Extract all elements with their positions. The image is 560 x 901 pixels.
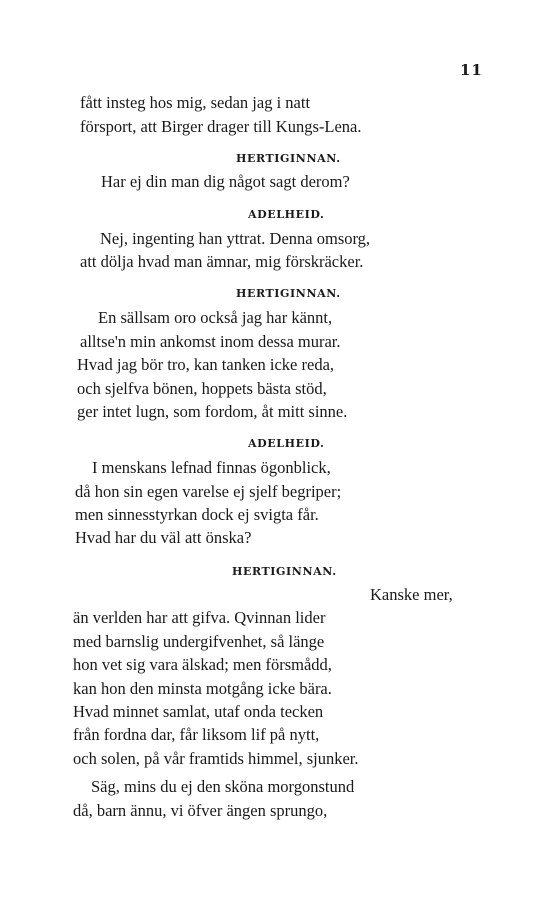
speaker-heading: HERTIGINNAN.: [236, 287, 341, 300]
verse-line: att dölja hvad man ämnar, mig förskräcker.: [80, 252, 364, 271]
verse-line: Hvad har du väl att önska?: [75, 528, 252, 547]
verse-line: men sinnesstyrkan dock ej svigta får.: [75, 505, 319, 524]
verse-line: Kanske mer,: [370, 585, 453, 604]
verse-line: fått insteg hos mig, sedan jag i natt: [80, 93, 311, 112]
verse-line: försport, att Birger drager till Kungs-Lena.: [80, 117, 362, 136]
verse-line: ger intet lugn, som fordom, åt mitt sinne.: [77, 402, 348, 421]
verse-line: Nej, ingenting han yttrat. Denna omsorg,: [100, 229, 371, 248]
verse-line: alltse'n min ankomst inom dessa murar.: [80, 332, 341, 351]
verse-line: då, barn ännu, vi öfver ängen sprungo,: [73, 801, 328, 820]
verse-line: En sällsam oro också jag har kännt,: [98, 308, 333, 327]
verse-line: Hvad jag bör tro, kan tanken icke reda,: [77, 355, 335, 374]
speaker-heading: HERTIGINNAN.: [232, 565, 337, 578]
verse-line: med barnslig undergifvenhet, så länge: [73, 632, 325, 651]
verse-line: än verlden har att gifva. Qvinnan lider: [73, 608, 326, 627]
speaker-heading: ADELHEID.: [248, 437, 325, 450]
verse-line: från fordna dar, får liksom lif på nytt,: [73, 725, 320, 744]
verse-line: Hvad minnet samlat, utaf onda tecken: [73, 702, 324, 721]
page-number: 11: [460, 61, 483, 79]
verse-line: Har ej din man dig något sagt derom?: [101, 172, 350, 191]
verse-line: och sjelfva bönen, hoppets bästa stöd,: [77, 379, 327, 398]
verse-line: I menskans lefnad finnas ögonblick,: [92, 458, 331, 477]
verse-line: hon vet sig vara älskad; men försmådd,: [73, 655, 332, 674]
verse-line: och solen, på vår framtids himmel, sjunker.: [73, 749, 359, 768]
verse-line: Säg, mins du ej den sköna morgonstund: [91, 777, 355, 796]
speaker-heading: HERTIGINNAN.: [236, 152, 341, 165]
verse-line: då hon sin egen varelse ej sjelf begriper;: [75, 482, 342, 501]
speaker-heading: ADELHEID.: [248, 208, 325, 221]
verse-line: kan hon den minsta motgång icke bära.: [73, 679, 332, 698]
